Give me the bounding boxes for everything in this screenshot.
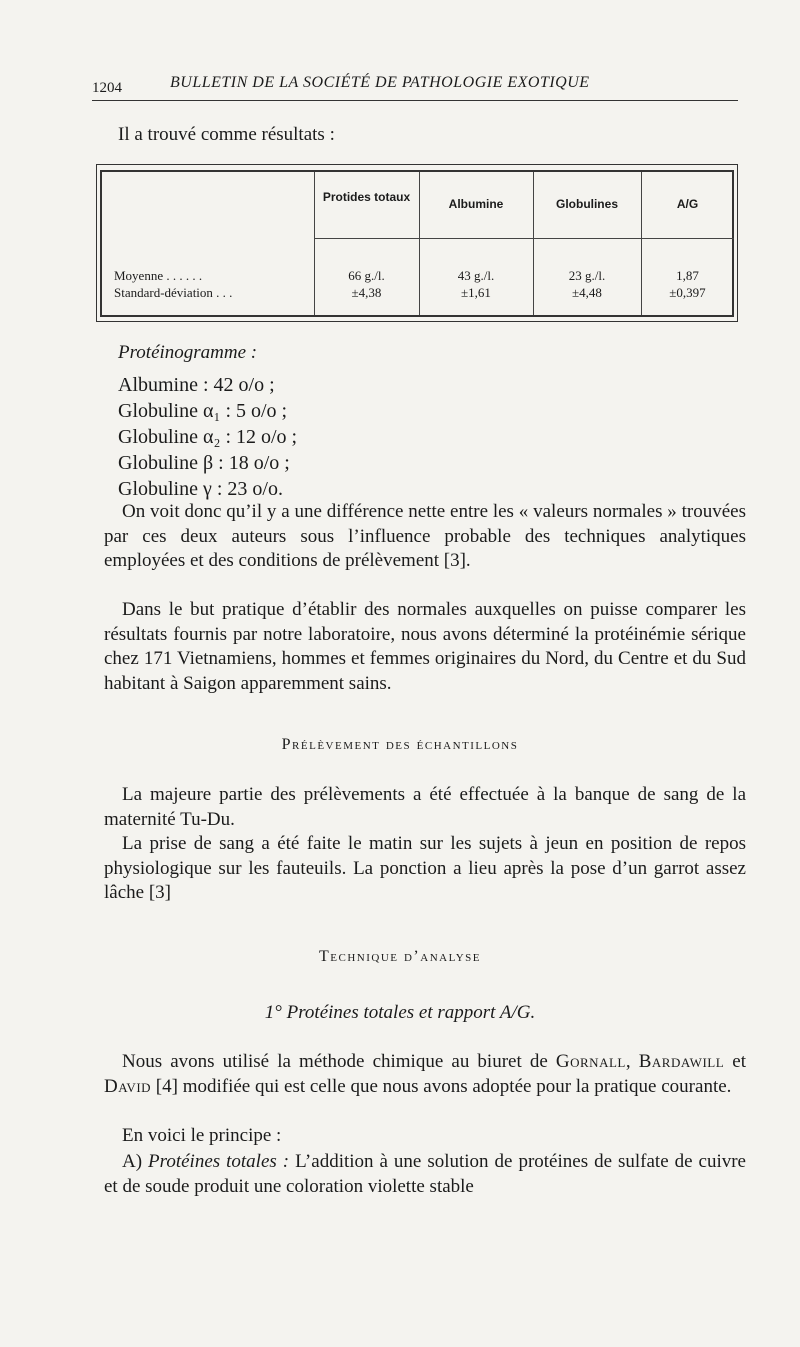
paragraph-text: , — [625, 1051, 639, 1072]
paragraph — [104, 1150, 746, 1199]
paragraph — [104, 598, 746, 696]
author-name: Gornall — [555, 1051, 626, 1072]
running-title: BULLETIN DE LA SOCIÉTÉ DE PATHOLOGIE EXOTIQUE — [170, 74, 590, 91]
header-divider — [314, 238, 734, 239]
paragraph — [104, 1124, 746, 1149]
results-table — [96, 164, 738, 322]
row-label-standard-deviation: Standard-déviation . . . — [114, 285, 233, 300]
paragraph — [104, 1050, 746, 1099]
paragraph-text: et — [724, 1051, 746, 1072]
list-item: Globuline γ : 23 o/o. — [118, 478, 283, 500]
proteinogram-title: Protéinogramme : — [118, 342, 258, 363]
table-cell: ±4,48 — [572, 285, 602, 300]
paragraph — [104, 500, 746, 574]
table-cell: 43 g./l. — [457, 268, 495, 283]
page-number: 1204 — [92, 80, 122, 96]
section-heading: Technique d’analyse — [319, 948, 481, 965]
paragraph — [104, 783, 746, 832]
table-cell: 23 g./l. — [568, 268, 606, 283]
paragraph-text: [4] modifiée qui est celle que nous avons adoptée pour la pratique courante. — [151, 1075, 732, 1097]
paragraph-label: A) — [122, 1151, 149, 1172]
table-cell: ±1,61 — [461, 285, 491, 300]
col-header-protides: Protides totaux — [322, 190, 411, 204]
intro-text: Il a trouvé comme résultats : — [118, 124, 335, 145]
list-item: Albumine : 42 o/o ; — [118, 374, 275, 396]
paragraph — [104, 832, 746, 906]
col-header-globulines: Globulines — [555, 197, 618, 211]
table-cell: ±0,397 — [669, 285, 706, 300]
paragraph-italic: Protéines totales : — [148, 1151, 290, 1172]
paragraph-text: Nous avons utilisé la méthode chimique au biuret de — [122, 1051, 556, 1072]
author-name: Bardawill — [638, 1051, 725, 1072]
list-item: Globuline α₂ : 12 o/o ; — [118, 426, 298, 448]
paragraph-text: Dans le but pratique d’établir des normales auxquelles on puisse comparer les résultats fournis par notre laboratoire, nous avons déterminé la protéinémie sérique chez 171 Vietnamiens, hommes et femmes originaires du Nord, du Centre et du Sud habitant à Saigon apparemment sains. — [104, 599, 746, 694]
sub-heading: 1° Protéines totales et rapport A/G. — [264, 1002, 536, 1023]
paragraph-text: La majeure partie des prélèvements a été effectuée à la banque de sang de la maternité Tu-Du. — [104, 784, 746, 830]
row-label-moyenne: Moyenne . . . . . . — [114, 268, 203, 283]
results-table-frame — [100, 170, 734, 317]
paragraph-text: La prise de sang a été faite le matin sur les sujets à jeun en position de repos physiologique sur les fauteuils. La ponction a lieu après la pose d’un garrot assez lâche [3] — [104, 833, 746, 903]
col-header-ag: A/G — [676, 197, 699, 211]
list-item: Globuline α₁ : 5 o/o ; — [118, 400, 288, 422]
section-heading: Prélèvement des échantillons — [281, 736, 519, 753]
paragraph-text: On voit donc qu’il y a une différence nette entre les « valeurs normales » trouvées par ces deux auteurs sous l’influence probable des techniques analytiques employées et des conditions de prélèvement [3]. — [104, 501, 746, 571]
proteinogram-list — [118, 372, 297, 502]
paragraph-text: L’addition à une solution de protéines de sulfate de cuivre et de soude produit une coloration violette stable — [104, 1151, 746, 1197]
author-name: David — [104, 1075, 152, 1097]
table-cell: 66 g./l. — [348, 268, 385, 283]
page-header — [92, 74, 738, 101]
list-item: Globuline β : 18 o/o ; — [118, 452, 290, 474]
col-header-albumine: Albumine — [448, 197, 504, 211]
table-cell: 1,87 — [676, 268, 699, 283]
paragraph-text: En voici le principe : — [122, 1125, 282, 1146]
table-cell: ±4,38 — [351, 285, 382, 300]
